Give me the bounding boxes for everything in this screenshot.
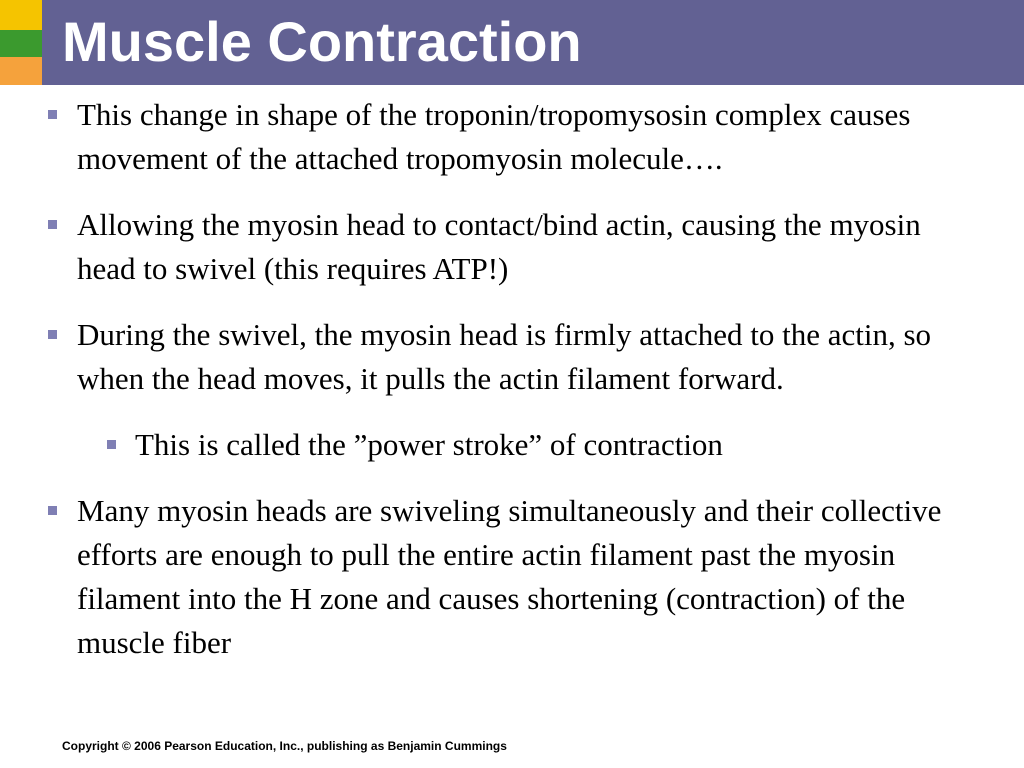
square-bullet-icon (48, 330, 57, 339)
accent-block-orange (0, 57, 42, 85)
bullet-text: This change in shape of the troponin/tropomysosin complex causes movement of the attached tropomyosin molecule…. (77, 97, 911, 176)
bullet-list (0, 93, 1024, 665)
bullet-text: This is called the ”power stroke” of contraction (135, 427, 723, 462)
bullet-item (0, 93, 970, 181)
copyright-footer: Copyright © 2006 Pearson Education, Inc., publishing as Benjamin Cummings (62, 739, 507, 753)
sub-bullet-item (0, 423, 970, 467)
bullet-text: Allowing the myosin head to contact/bind actin, causing the myosin head to swivel (this requires ATP!) (77, 207, 921, 286)
square-bullet-icon (48, 220, 57, 229)
square-bullet-icon (107, 440, 116, 449)
square-bullet-icon (48, 506, 57, 515)
bullet-text: Many myosin heads are swiveling simultaneously and their collective efforts are enough to pull the entire actin filament past the myosin filament into the H zone and causes shortening (contraction) of the muscle fiber (77, 493, 942, 660)
accent-block-yellow (0, 0, 42, 30)
bullet-text: During the swivel, the myosin head is firmly attached to the actin, so when the head moves, it pulls the actin filament forward. (77, 317, 932, 396)
bullet-item (0, 313, 970, 401)
bullet-item (0, 489, 970, 665)
square-bullet-icon (48, 110, 57, 119)
bullet-item (0, 203, 970, 291)
slide-title: Muscle Contraction (62, 10, 582, 73)
accent-block-green (0, 30, 42, 57)
